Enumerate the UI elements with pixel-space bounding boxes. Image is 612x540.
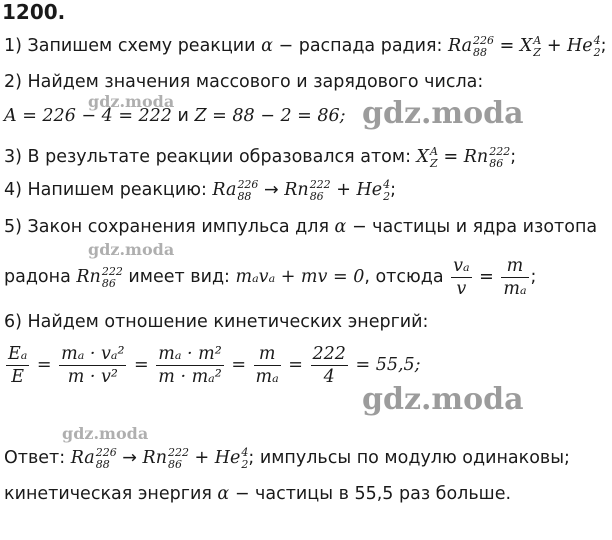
answer-line-1: Ответ: Ra 226 88 → Rn 222 86 + He 4 2 ; импульсы по модулю одинаковы; — [4, 445, 570, 471]
problem-number: 1200. — [2, 0, 66, 24]
step-1: 1) Запишем схему реакции α − распада радия: Ra 226 88 = X A Z + He 4 2 ; — [4, 33, 607, 59]
energy-ratio-result: 55,5; — [375, 355, 421, 375]
answer-label: Ответ: — [4, 448, 71, 468]
watermark-4: gdz.moda — [362, 382, 524, 417]
step-1-text: 1) Запишем схему реакции — [4, 36, 262, 56]
step-5-line-1: 5) Закон сохранения импульса для α − частицы и ядра изотопа — [4, 217, 598, 237]
watermark-5: gdz.moda — [62, 424, 149, 443]
step-2: 2) Найдем значения массового и зарядового числа: — [4, 72, 484, 92]
fraction-velocity: $\frac{\text{vₐ}}{v}$ — [453, 255, 470, 299]
energy-ratio-equation: $\frac{\text{Eₐ}}{E}$ = $\frac{\text{mₐ · vₐ²}}{\text{m · v²}}$ = $\frac{\text{mₐ · m²}}{\text{m · mₐ²}}$ = $\frac{m}{\text{mₐ}}$ = $\frac{222}{4}$ = 55,5; — [8, 344, 421, 387]
watermark-2: gdz.moda — [362, 96, 524, 131]
step-2-formulas: A = 226 − 4 = 222 и Z = 88 − 2 = 86; — [4, 106, 346, 126]
fraction-mass: $\frac{m}{\text{mₐ}}$ — [503, 255, 527, 299]
step-5-line-2: радона Rn 222 86 имеет вид: mₐvₐ + mv = 0, отсюда $\frac{\text{vₐ}}{v}$ = $\frac{m}{\text{mₐ}}$ ; — [4, 255, 537, 299]
answer-line-2: кинетическая энергия α − частицы в 55,5 раз больше. — [4, 484, 512, 504]
momentum-equation: mₐvₐ + mv = 0 — [235, 267, 365, 287]
step-6: 6) Найдем отношение кинетических энергий: — [4, 312, 429, 332]
formula-a: A = 226 − 4 = 222 — [4, 106, 172, 126]
watermark-1: gdz.moda — [88, 92, 175, 111]
radium-symbol: Ra — [448, 36, 473, 56]
watermark-3: gdz.moda — [88, 240, 175, 259]
step-3: 3) В результате реакции образовался атом: X A Z = Rn 222 86 ; — [4, 144, 517, 170]
formula-z: Z = 88 − 2 = 86; — [194, 106, 346, 126]
step-4: 4) Напишем реакцию: Ra 226 88 → Rn 222 86 + He 4 2 ; — [4, 177, 397, 203]
